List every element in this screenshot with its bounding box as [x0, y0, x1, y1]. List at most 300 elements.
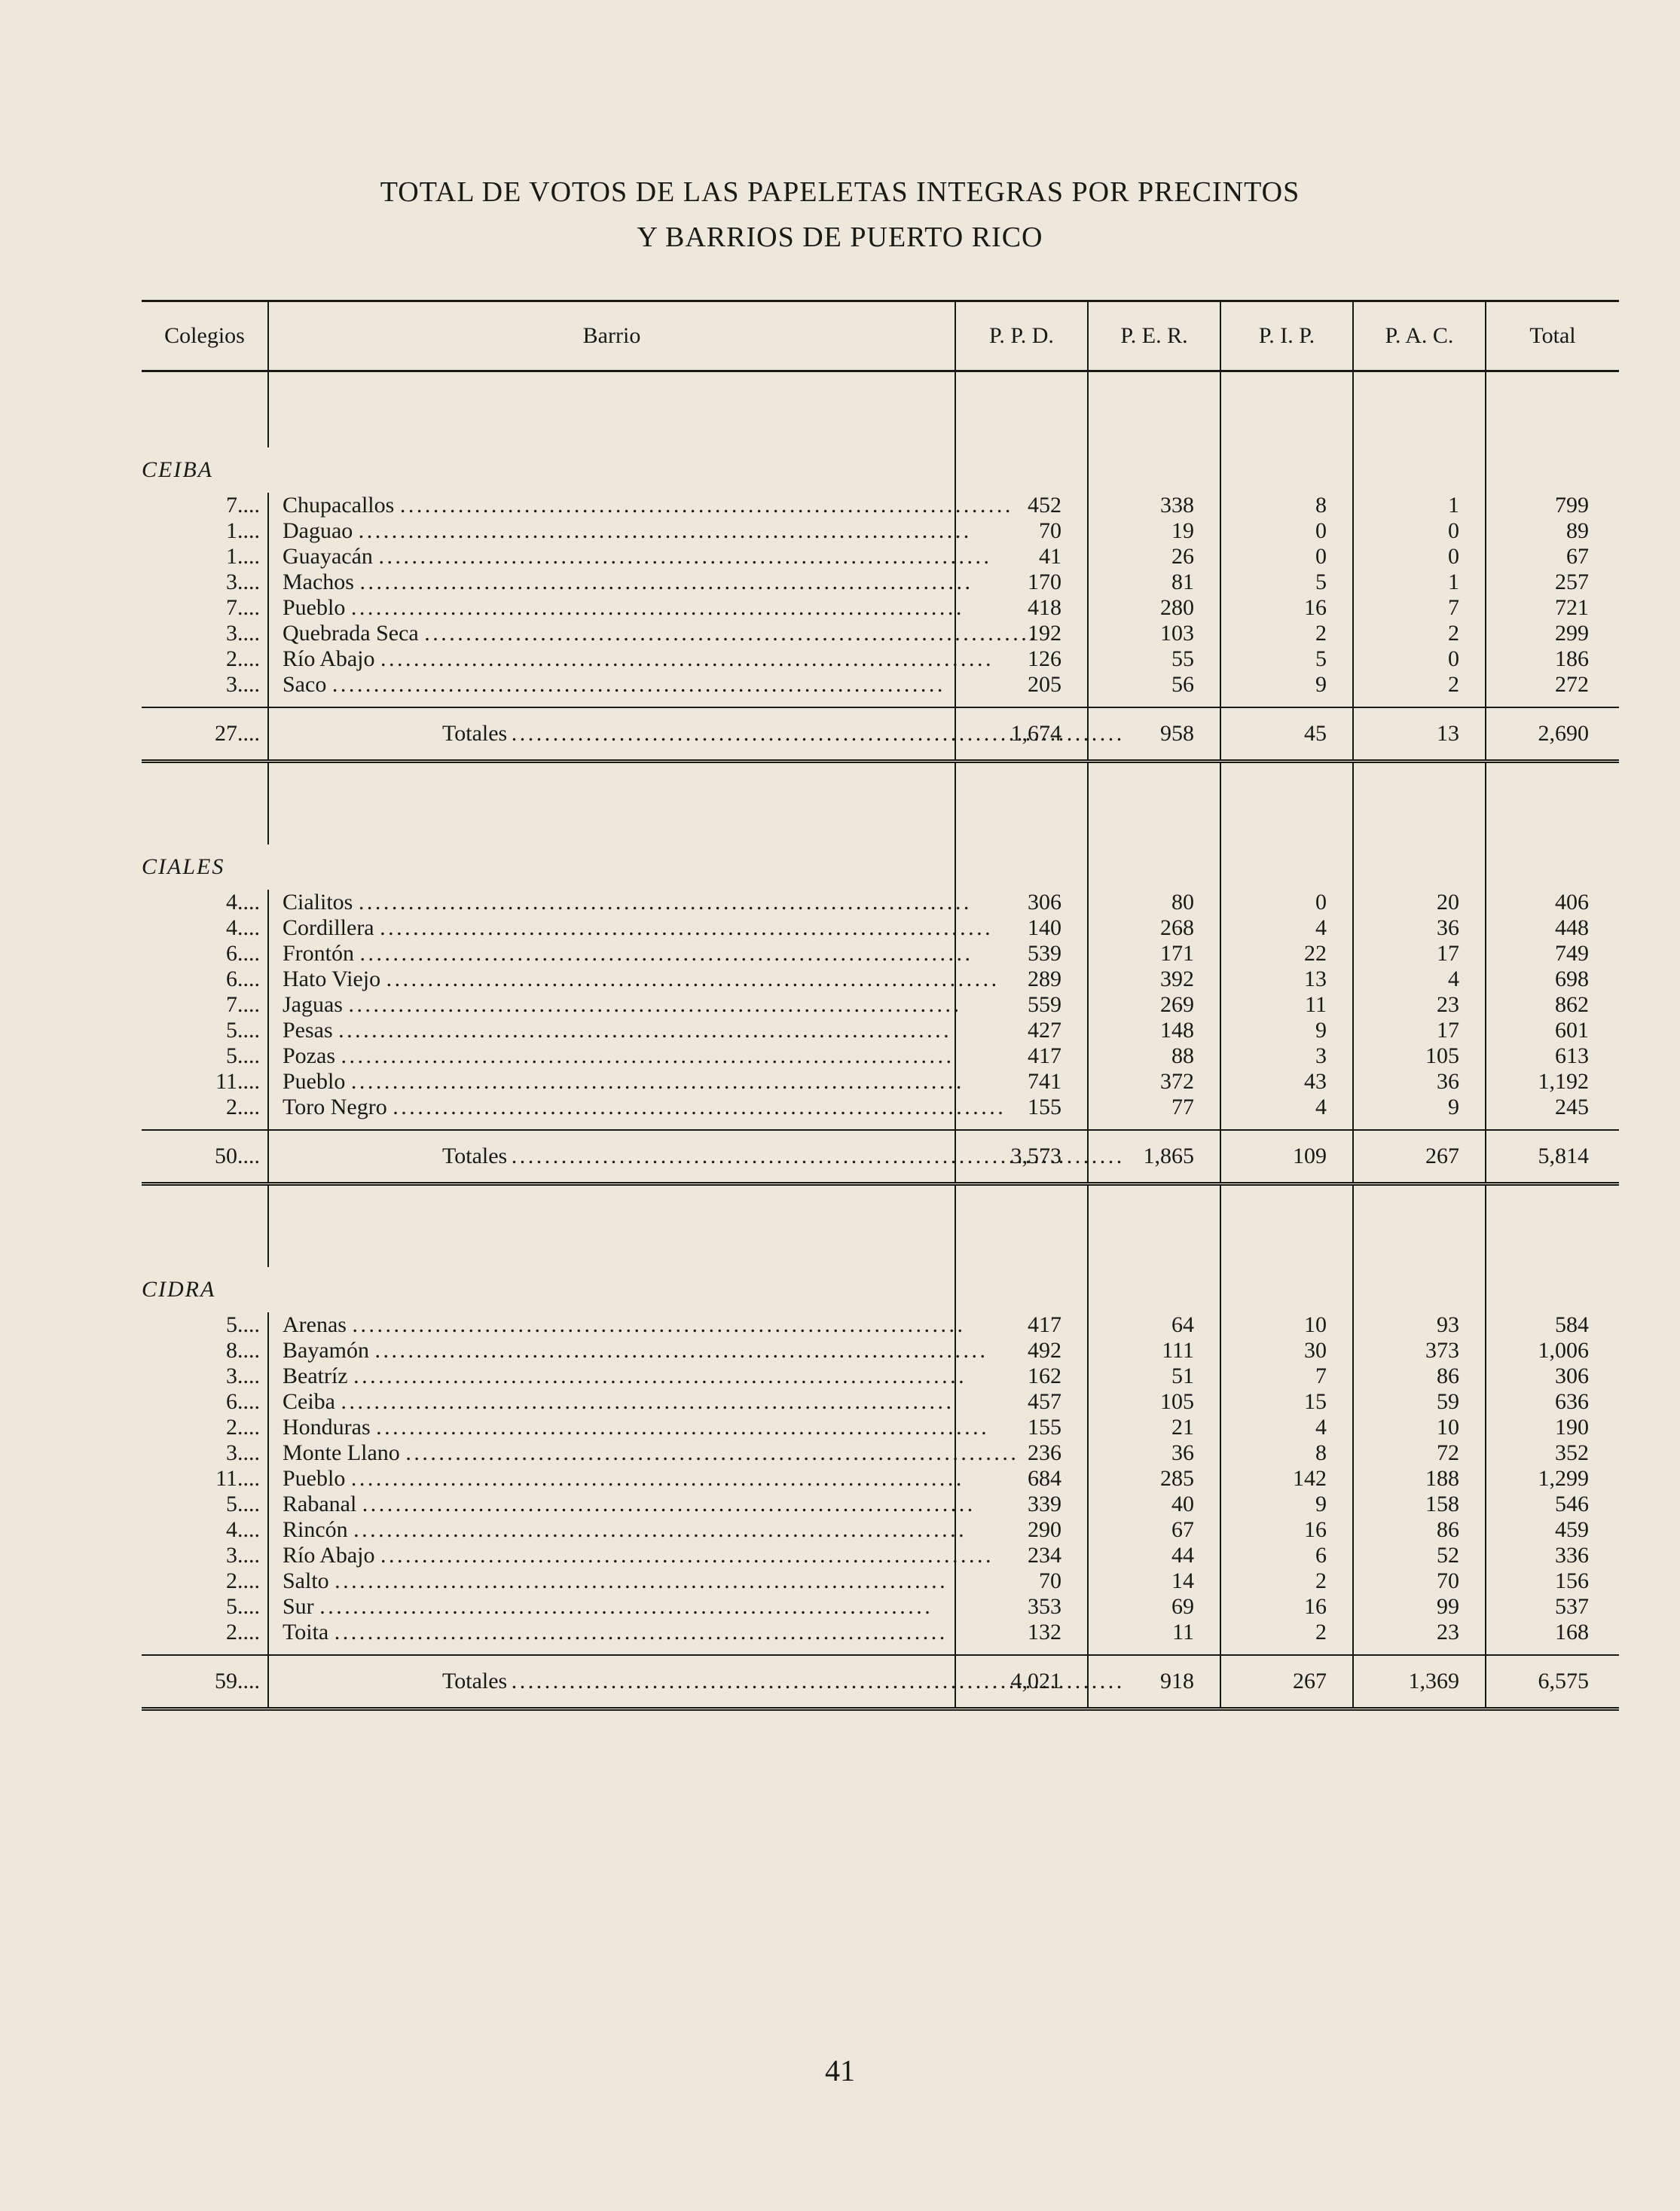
barrio-name: Saco [283, 672, 327, 697]
table-row [142, 1568, 1619, 1594]
colegios-cell: 6.... [226, 941, 260, 966]
table-row [142, 1415, 1619, 1440]
ppd-cell: 70 [955, 518, 1088, 544]
total-cell: 799 [1486, 493, 1619, 518]
colegios-cell: 5.... [226, 1043, 260, 1068]
barrio-name: Río Abajo [283, 1543, 375, 1568]
pip-cell: 2 [1220, 1568, 1353, 1594]
group-heading-row [142, 844, 1619, 890]
barrio-cell [268, 1466, 955, 1492]
group-heading-row [142, 1267, 1619, 1312]
header-colegios: Colegios [142, 302, 268, 371]
total-cell: 67 [1486, 544, 1619, 570]
ppd-cell: 457 [955, 1389, 1088, 1415]
colegios-cell: 2.... [226, 646, 260, 671]
pac-cell: 23 [1353, 1620, 1486, 1645]
totals-label: Totales [442, 721, 508, 746]
barrio-cell [268, 1517, 955, 1543]
ppd-cell: 205 [955, 672, 1088, 698]
pip-cell: 8 [1220, 1440, 1353, 1466]
ppd-cell: 234 [955, 1543, 1088, 1568]
ppd-cell: 236 [955, 1440, 1088, 1466]
pip-cell: 9 [1220, 672, 1353, 698]
barrio-name: Toro Negro [283, 1095, 387, 1119]
total-cell: 352 [1486, 1440, 1619, 1466]
row-gap [142, 1645, 1619, 1655]
per-cell: 55 [1088, 646, 1220, 672]
group-heading-row [142, 447, 1619, 493]
total-cell: 636 [1486, 1389, 1619, 1415]
barrio-name: Pueblo [283, 1466, 346, 1491]
row-gap [142, 1120, 1619, 1130]
colegios-cell: 3.... [226, 1543, 260, 1568]
pac-cell: 373 [1353, 1338, 1486, 1364]
barrio-cell [268, 1440, 955, 1466]
table-row [142, 1389, 1619, 1415]
table-row [142, 595, 1619, 621]
pip-cell: 4 [1220, 915, 1353, 941]
pip-cell: 5 [1220, 570, 1353, 595]
table-row [142, 570, 1619, 595]
group-spacer [142, 762, 1619, 845]
barrio-name: Salto [283, 1568, 329, 1593]
barrio-cell [268, 1043, 955, 1069]
per-cell: 21 [1088, 1415, 1220, 1440]
totals-ppd-cell: 4,021 [955, 1655, 1088, 1709]
pip-cell: 0 [1220, 544, 1353, 570]
barrio-name: Hato Viejo [283, 967, 381, 991]
total-cell: 721 [1486, 595, 1619, 621]
per-cell: 148 [1088, 1018, 1220, 1043]
totals-pip-cell: 109 [1220, 1130, 1353, 1184]
pac-cell: 86 [1353, 1364, 1486, 1389]
colegios-cell: 4.... [226, 915, 260, 940]
ppd-cell: 290 [955, 1517, 1088, 1543]
ppd-cell: 192 [955, 621, 1088, 646]
barrio-name: Toita [283, 1620, 329, 1645]
totals-per-cell: 918 [1088, 1655, 1220, 1709]
table-row [142, 1492, 1619, 1517]
total-cell: 306 [1486, 1364, 1619, 1389]
barrio-name: Chupacallos [283, 493, 395, 518]
barrio-cell [268, 595, 955, 621]
barrio-name: Pueblo [283, 1069, 346, 1094]
pac-cell: 99 [1353, 1594, 1486, 1620]
barrio-name: Rincón [283, 1517, 348, 1542]
title-line-1: TOTAL DE VOTOS DE LAS PAPELETAS INTEGRAS POR PRECINTOS [380, 176, 1300, 208]
barrio-name: Ceiba [283, 1389, 335, 1414]
table-row [142, 967, 1619, 992]
pac-cell: 2 [1353, 672, 1486, 698]
pip-cell: 10 [1220, 1312, 1353, 1338]
pip-cell: 3 [1220, 1043, 1353, 1069]
ppd-cell: 339 [955, 1492, 1088, 1517]
table-row [142, 1043, 1619, 1069]
barrio-name: Cialitos [283, 890, 353, 915]
ppd-cell: 155 [955, 1415, 1088, 1440]
table-row [142, 941, 1619, 967]
per-cell: 26 [1088, 544, 1220, 570]
table-row [142, 1517, 1619, 1543]
totals-label: Totales [442, 1144, 508, 1168]
header-ppd: P. P. D. [955, 302, 1088, 371]
colegios-cell: 3.... [226, 570, 260, 594]
pip-cell: 4 [1220, 1095, 1353, 1120]
pip-cell: 2 [1220, 1620, 1353, 1645]
barrio-cell [268, 518, 955, 544]
barrio-cell [268, 1069, 955, 1095]
table-row [142, 1018, 1619, 1043]
barrio-cell [268, 672, 955, 698]
barrio-name: Cordillera [283, 915, 374, 940]
pac-cell: 9 [1353, 1095, 1486, 1120]
barrio-cell [268, 1620, 955, 1645]
per-cell: 67 [1088, 1517, 1220, 1543]
barrio-name: Bayamón [283, 1338, 369, 1363]
table-row [142, 992, 1619, 1018]
total-cell: 613 [1486, 1043, 1619, 1069]
per-cell: 285 [1088, 1466, 1220, 1492]
per-cell: 64 [1088, 1312, 1220, 1338]
ppd-cell: 492 [955, 1338, 1088, 1364]
totals-pip-cell: 267 [1220, 1655, 1353, 1709]
barrio-cell [268, 1594, 955, 1620]
barrio-name: Beatríz [283, 1364, 348, 1388]
pip-cell: 5 [1220, 646, 1353, 672]
per-cell: 338 [1088, 493, 1220, 518]
barrio-cell [268, 621, 955, 646]
colegios-cell: 2.... [226, 1415, 260, 1440]
colegios-cell: 3.... [226, 672, 260, 697]
table-row [142, 1364, 1619, 1389]
municipality-name: CEIBA [142, 457, 213, 482]
totals-colegios-cell: 50.... [142, 1130, 268, 1184]
pip-cell: 13 [1220, 967, 1353, 992]
ppd-cell: 162 [955, 1364, 1088, 1389]
total-cell: 336 [1486, 1543, 1619, 1568]
per-cell: 268 [1088, 915, 1220, 941]
total-cell: 406 [1486, 890, 1619, 915]
header-pac: P. A. C. [1353, 302, 1486, 371]
pac-cell: 4 [1353, 967, 1486, 992]
colegios-cell: 6.... [226, 1389, 260, 1414]
pac-cell: 72 [1353, 1440, 1486, 1466]
colegios-cell: 5.... [226, 1018, 260, 1043]
per-cell: 51 [1088, 1364, 1220, 1389]
pac-cell: 10 [1353, 1415, 1486, 1440]
header-pip: P. I. P. [1220, 302, 1353, 371]
table-row [142, 1466, 1619, 1492]
page-number: 41 [825, 2054, 855, 2087]
total-cell: 698 [1486, 967, 1619, 992]
ppd-cell: 539 [955, 941, 1088, 967]
per-cell: 36 [1088, 1440, 1220, 1466]
totals-pac-cell: 1,369 [1353, 1655, 1486, 1709]
barrio-name: Arenas [283, 1312, 347, 1337]
header-total: Total [1486, 302, 1619, 371]
pip-cell: 9 [1220, 1018, 1353, 1043]
ppd-cell: 452 [955, 493, 1088, 518]
per-cell: 105 [1088, 1389, 1220, 1415]
barrio-cell [268, 1338, 955, 1364]
pip-cell: 9 [1220, 1492, 1353, 1517]
per-cell: 88 [1088, 1043, 1220, 1069]
totals-colegios-cell: 59.... [142, 1655, 268, 1709]
totals-row [142, 1130, 1619, 1184]
ppd-cell: 70 [955, 1568, 1088, 1594]
pac-cell: 93 [1353, 1312, 1486, 1338]
barrio-cell [268, 890, 955, 915]
pac-cell: 158 [1353, 1492, 1486, 1517]
pac-cell: 1 [1353, 493, 1486, 518]
barrio-cell [268, 493, 955, 518]
pac-cell: 17 [1353, 941, 1486, 967]
pip-cell: 4 [1220, 1415, 1353, 1440]
colegios-cell: 3.... [226, 1440, 260, 1465]
barrio-name: Machos [283, 570, 354, 594]
barrio-cell [268, 1095, 955, 1120]
ppd-cell: 559 [955, 992, 1088, 1018]
total-cell: 601 [1486, 1018, 1619, 1043]
barrio-name: Jaguas [283, 992, 343, 1017]
ppd-cell: 306 [955, 890, 1088, 915]
table-row [142, 1594, 1619, 1620]
pac-cell: 188 [1353, 1466, 1486, 1492]
pac-cell: 23 [1353, 992, 1486, 1018]
ppd-cell: 353 [955, 1594, 1088, 1620]
total-cell: 168 [1486, 1620, 1619, 1645]
totals-total-cell: 2,690 [1486, 707, 1619, 762]
pac-cell: 1 [1353, 570, 1486, 595]
pac-cell: 0 [1353, 544, 1486, 570]
header-per: P. E. R. [1088, 302, 1220, 371]
barrio-cell [268, 915, 955, 941]
pip-cell: 0 [1220, 518, 1353, 544]
colegios-cell: 4.... [226, 890, 260, 915]
barrio-name: Frontón [283, 941, 355, 966]
barrio-name: Guayacán [283, 544, 373, 569]
pac-cell: 36 [1353, 1069, 1486, 1095]
barrio-cell [268, 1364, 955, 1389]
municipality-name: CIDRA [142, 1277, 216, 1302]
table-row [142, 544, 1619, 570]
total-cell: 584 [1486, 1312, 1619, 1338]
totals-total-cell: 5,814 [1486, 1130, 1619, 1184]
totals-pip-cell: 45 [1220, 707, 1353, 762]
ppd-cell: 684 [955, 1466, 1088, 1492]
barrio-cell [268, 967, 955, 992]
totals-row [142, 1655, 1619, 1709]
ppd-cell: 41 [955, 544, 1088, 570]
ppd-cell: 289 [955, 967, 1088, 992]
colegios-cell: 5.... [226, 1594, 260, 1619]
table-row [142, 1620, 1619, 1645]
per-cell: 81 [1088, 570, 1220, 595]
table-row [142, 621, 1619, 646]
colegios-cell: 7.... [226, 493, 260, 518]
pac-cell: 2 [1353, 621, 1486, 646]
per-cell: 11 [1088, 1620, 1220, 1645]
table-row [142, 672, 1619, 698]
barrio-cell [268, 1543, 955, 1568]
totals-ppd-cell: 1,674 [955, 707, 1088, 762]
table-row [142, 646, 1619, 672]
ppd-cell: 427 [955, 1018, 1088, 1043]
pip-cell: 11 [1220, 992, 1353, 1018]
colegios-cell: 11.... [215, 1069, 260, 1094]
barrio-name: Río Abajo [283, 646, 375, 671]
table-row [142, 890, 1619, 915]
total-cell: 862 [1486, 992, 1619, 1018]
pip-cell: 16 [1220, 1594, 1353, 1620]
table-row [142, 915, 1619, 941]
barrio-cell [268, 1312, 955, 1338]
colegios-cell: 4.... [226, 1517, 260, 1542]
barrio-name: Pueblo [283, 595, 346, 620]
per-cell: 392 [1088, 967, 1220, 992]
pip-cell: 16 [1220, 595, 1353, 621]
colegios-cell: 1.... [226, 518, 260, 543]
colegios-cell: 6.... [226, 967, 260, 991]
per-cell: 80 [1088, 890, 1220, 915]
ppd-cell: 126 [955, 646, 1088, 672]
barrio-cell [268, 1492, 955, 1517]
table-row [142, 1069, 1619, 1095]
pip-cell: 16 [1220, 1517, 1353, 1543]
pip-cell: 22 [1220, 941, 1353, 967]
ppd-cell: 170 [955, 570, 1088, 595]
barrio-name: Honduras [283, 1415, 371, 1440]
pip-cell: 43 [1220, 1069, 1353, 1095]
totals-pac-cell: 267 [1353, 1130, 1486, 1184]
ppd-cell: 418 [955, 595, 1088, 621]
colegios-cell: 5.... [226, 1312, 260, 1337]
pac-cell: 7 [1353, 595, 1486, 621]
per-cell: 40 [1088, 1492, 1220, 1517]
pac-cell: 86 [1353, 1517, 1486, 1543]
totals-per-cell: 1,865 [1088, 1130, 1220, 1184]
total-cell: 1,192 [1486, 1069, 1619, 1095]
pac-cell: 36 [1353, 915, 1486, 941]
barrio-name: Sur [283, 1594, 314, 1619]
barrio-cell [268, 992, 955, 1018]
group-spacer [142, 371, 1619, 448]
totals-ppd-cell: 3,573 [955, 1130, 1088, 1184]
colegios-cell: 5.... [226, 1492, 260, 1516]
pac-cell: 59 [1353, 1389, 1486, 1415]
total-cell: 272 [1486, 672, 1619, 698]
table-row [142, 1312, 1619, 1338]
totals-label-cell [268, 1655, 955, 1709]
total-cell: 749 [1486, 941, 1619, 967]
total-cell: 190 [1486, 1415, 1619, 1440]
colegios-cell: 3.... [226, 621, 260, 646]
colegios-cell: 2.... [226, 1620, 260, 1645]
pac-cell: 20 [1353, 890, 1486, 915]
colegios-cell: 3.... [226, 1364, 260, 1388]
barrio-cell [268, 646, 955, 672]
total-cell: 245 [1486, 1095, 1619, 1120]
title-line-2: Y BARRIOS DE PUERTO RICO [637, 221, 1043, 253]
total-cell: 186 [1486, 646, 1619, 672]
per-cell: 69 [1088, 1594, 1220, 1620]
per-cell: 19 [1088, 518, 1220, 544]
table-body [142, 371, 1619, 1709]
total-cell: 448 [1486, 915, 1619, 941]
barrio-cell [268, 570, 955, 595]
barrio-cell [268, 1389, 955, 1415]
totals-label: Totales [442, 1669, 508, 1693]
colegios-cell: 11.... [215, 1466, 260, 1491]
barrio-name: Pesas [283, 1018, 333, 1043]
pip-cell: 142 [1220, 1466, 1353, 1492]
total-cell: 546 [1486, 1492, 1619, 1517]
header-barrio: Barrio [268, 302, 955, 371]
total-cell: 1,299 [1486, 1466, 1619, 1492]
votes-table [142, 300, 1619, 1711]
table-row [142, 1095, 1619, 1120]
pip-cell: 15 [1220, 1389, 1353, 1415]
group-spacer [142, 1184, 1619, 1268]
totals-total-cell: 6,575 [1486, 1655, 1619, 1709]
per-cell: 56 [1088, 672, 1220, 698]
pip-cell: 2 [1220, 621, 1353, 646]
barrio-name: Daguao [283, 518, 353, 543]
table-row [142, 1543, 1619, 1568]
ppd-cell: 417 [955, 1043, 1088, 1069]
barrio-cell [268, 1415, 955, 1440]
per-cell: 111 [1088, 1338, 1220, 1364]
pac-cell: 52 [1353, 1543, 1486, 1568]
pip-cell: 8 [1220, 493, 1353, 518]
barrio-cell [268, 1018, 955, 1043]
barrio-name: Monte Llano [283, 1440, 400, 1465]
barrio-cell [268, 544, 955, 570]
pip-cell: 7 [1220, 1364, 1353, 1389]
pac-cell: 105 [1353, 1043, 1486, 1069]
total-cell: 537 [1486, 1594, 1619, 1620]
barrio-cell [268, 1568, 955, 1594]
pac-cell: 0 [1353, 646, 1486, 672]
table-header-row [142, 302, 1619, 371]
totals-pac-cell: 13 [1353, 707, 1486, 762]
colegios-cell: 8.... [226, 1338, 260, 1363]
colegios-cell: 2.... [226, 1568, 260, 1593]
total-cell: 299 [1486, 621, 1619, 646]
colegios-cell: 7.... [226, 595, 260, 620]
municipality-name: CIALES [142, 854, 225, 879]
colegios-cell: 7.... [226, 992, 260, 1017]
pip-cell: 6 [1220, 1543, 1353, 1568]
pac-cell: 0 [1353, 518, 1486, 544]
table-row [142, 493, 1619, 518]
table-row [142, 1440, 1619, 1466]
total-cell: 89 [1486, 518, 1619, 544]
totals-per-cell: 958 [1088, 707, 1220, 762]
per-cell: 103 [1088, 621, 1220, 646]
per-cell: 77 [1088, 1095, 1220, 1120]
per-cell: 44 [1088, 1543, 1220, 1568]
barrio-name: Pozas [283, 1043, 335, 1068]
row-gap [142, 698, 1619, 707]
total-cell: 156 [1486, 1568, 1619, 1594]
per-cell: 171 [1088, 941, 1220, 967]
ppd-cell: 741 [955, 1069, 1088, 1095]
ppd-cell: 132 [955, 1620, 1088, 1645]
pip-cell: 0 [1220, 890, 1353, 915]
ppd-cell: 140 [955, 915, 1088, 941]
pac-cell: 70 [1353, 1568, 1486, 1594]
